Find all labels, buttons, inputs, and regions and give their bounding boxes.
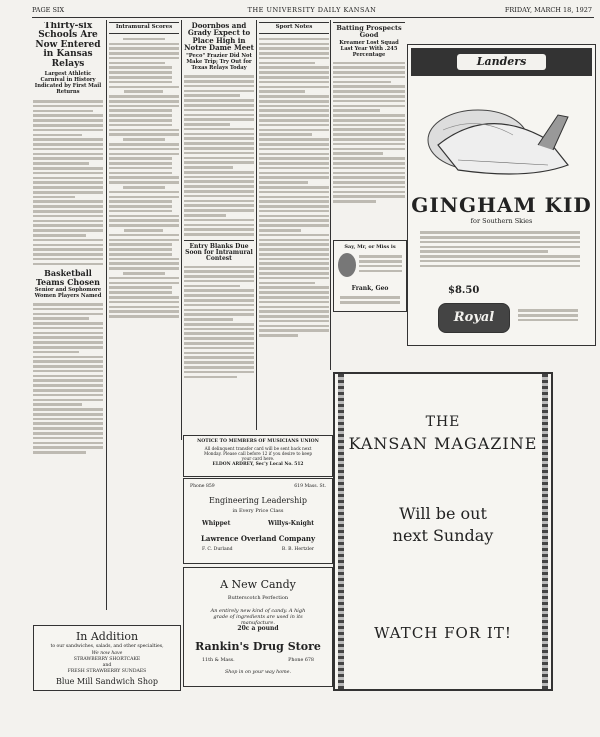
magazine-title: KANSAN MAGAZINE	[348, 434, 538, 453]
candy-description: An entirely new kind of candy. A high grade of ingredients are used in its manufacture.	[210, 608, 306, 626]
blue-mill-name: Blue Mill Sandwich Shop	[56, 677, 158, 686]
article-body	[184, 266, 254, 379]
gingham-kid-subhead: for Southern Skies	[470, 217, 533, 225]
article-body	[33, 100, 103, 265]
landers-logo: Landers	[457, 54, 546, 70]
column-1	[33, 22, 103, 622]
frank-geo-ad	[333, 240, 407, 312]
gingham-kid-headline: GINGHAM KID	[411, 193, 592, 217]
article-subhead: Largest Athletic Carnival in History Indicated by First Mail Returns	[34, 71, 102, 96]
brand-willys-knight: Willys-Knight	[267, 520, 314, 527]
article-headline: Batting Prospects Good	[333, 22, 405, 39]
frank-ad-name: Frank, Geo	[351, 285, 389, 292]
magazine-line: Will be out	[399, 504, 487, 523]
article-headline: Entry Blanks Due Soon for Intramural Contest	[184, 240, 254, 263]
article-body	[333, 62, 405, 203]
article-headline: Thirty-six Schools Are Now Entered in Kansas Relays	[35, 22, 101, 69]
blue-mill-line: We now have	[91, 651, 123, 656]
article-body	[33, 303, 103, 454]
musicians-union-notice	[183, 435, 333, 477]
article-subhead: Kreamer Lost Squad Last Year With .245 Percentage	[339, 39, 399, 58]
frank-ad-body	[340, 294, 400, 306]
shoe-illustration	[418, 85, 586, 185]
royal-logo: Royal	[438, 303, 510, 333]
landers-price: $8.50	[448, 285, 480, 296]
notice-line: All delinquent transfer card will be sent back next	[204, 446, 312, 451]
blue-mill-ad	[33, 625, 181, 691]
article-subhead: "Peco" Frazier Did Not Make Trip; Try Out for Texas Relays Today	[186, 53, 252, 72]
candy-headline: A New Candy	[220, 578, 296, 591]
portrait-image	[338, 253, 356, 277]
rankins-tagline: Shop in on your way home.	[224, 670, 292, 675]
column-4	[259, 22, 329, 432]
candy-name: Butterscotch Perfection	[227, 595, 289, 601]
kansan-magazine-ad	[333, 372, 553, 691]
article-subhead: Senior and Sophomore Women Players Named	[34, 287, 102, 299]
overland-owner: B. B. Hertzler	[281, 547, 314, 552]
rankins-address: 11th & Mass.	[202, 658, 235, 663]
blue-mill-line: and	[102, 663, 112, 668]
article-headline: Basketball Teams Chosen	[36, 268, 100, 287]
overland-subhead: in Every Price Class	[232, 508, 284, 514]
overland-address: 619 Mass. St.	[294, 484, 326, 489]
landers-ad	[407, 44, 596, 346]
candy-price: 20c a pound	[237, 625, 279, 632]
article-body	[184, 75, 254, 235]
notice-line: Monday. Please call before 12 if you desire to keep	[203, 451, 313, 456]
notice-line: your card here.	[241, 456, 275, 461]
landers-banner	[411, 48, 592, 76]
overland-company: Lawrence Overland Company	[200, 534, 316, 543]
page-header	[32, 6, 592, 16]
overland-phone: Phone 859	[190, 484, 215, 489]
magazine-line: next Sunday	[392, 526, 494, 545]
blue-mill-line: STRAWBERRY SHORTCAKE	[73, 657, 141, 662]
scores-body	[109, 38, 179, 318]
blue-mill-headline: In Addition	[75, 630, 139, 643]
column-2	[109, 22, 179, 582]
overland-headline: Engineering Leadership	[209, 496, 307, 505]
sport-notes-body	[259, 38, 329, 337]
column-rule	[106, 20, 107, 610]
issue-date: FRIDAY, MARCH 18, 1927	[504, 6, 592, 14]
blue-mill-line: FRESH STRAWBERRY SUNDAES	[67, 669, 147, 674]
overland-owner: F. C. Durland	[202, 547, 233, 552]
frank-ad-body	[359, 253, 402, 274]
magazine-title-the: THE	[425, 414, 461, 430]
rankins-phone: Phone 678	[288, 658, 314, 663]
magazine-footer: WATCH FOR IT!	[374, 624, 512, 642]
notice-signature: ELDON ARDREY, Sec'y Local No. 512	[212, 462, 304, 467]
rankins-store-name: Rankin's Drug Store	[195, 640, 321, 653]
landers-address	[518, 307, 578, 324]
intramural-scores-title: Intramural Scores	[109, 22, 179, 34]
rankins-candy-ad	[183, 567, 333, 687]
column-rule	[181, 20, 182, 440]
header-rule	[32, 17, 594, 18]
notice-title: NOTICE TO MEMBERS OF MUSICIANS UNION	[197, 439, 319, 444]
article-headline: Doornbos and Grady Expect to Place High in Notre Dame Meet	[184, 22, 254, 53]
landers-body	[420, 229, 580, 269]
brand-whippet: Whippet	[202, 520, 231, 527]
overland-ad	[183, 478, 333, 564]
page-number: PAGE SIX	[32, 6, 65, 14]
frank-ad-title: Say, Mr, or Miss is	[344, 244, 396, 250]
column-rule	[330, 20, 331, 370]
column-3	[184, 22, 254, 432]
column-5	[333, 22, 405, 237]
sport-notes-title: Sport Notes	[259, 22, 329, 34]
masthead: THE UNIVERSITY DAILY KANSAN	[247, 6, 377, 14]
column-rule	[256, 20, 257, 430]
blue-mill-line: to our sandwiches, salads, and other specialties,	[50, 644, 164, 649]
